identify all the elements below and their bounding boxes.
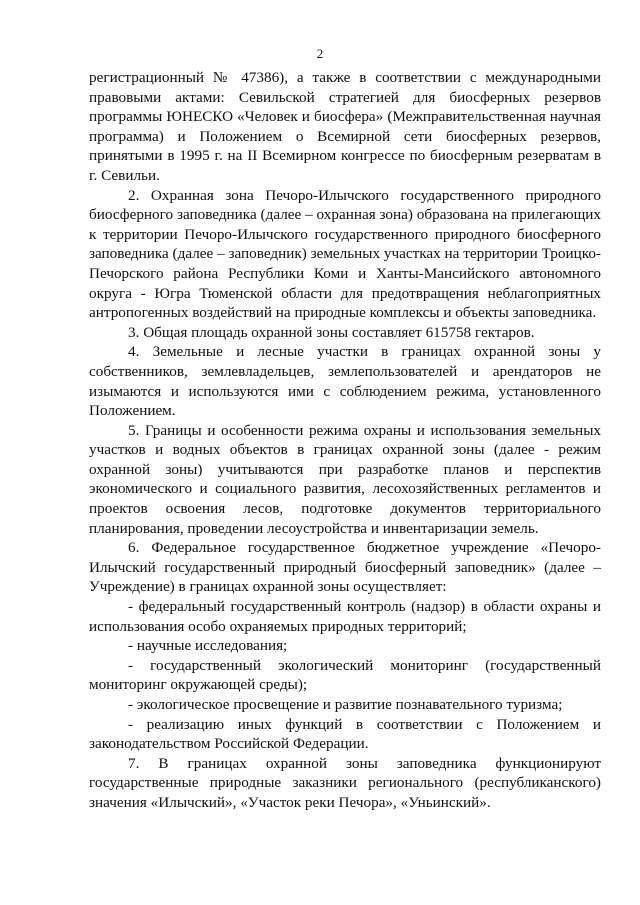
paragraph-3-total-area: 3. Общая площадь охранной зоны составляет 615758 гектаров. (128, 323, 535, 341)
paragraph-5-boundaries: 5. Границы и особенности режима охраны и использования земельных участков и водных объектов в границах охранной зоны (далее - режим охранной зоны) учитываются при разработке планов и перспектив экономического и социального развития, лесохозяйственных регламентов и проектов освоения лесов, подготовке документов территориального планирования, проведении лесоустройства и инвентаризации земель. (89, 421, 601, 537)
list-item-other-functions: - реализацию иных функций в соответствии с Положением и законодательством Российской Федерации. (89, 715, 601, 753)
list-item-education: - экологическое просвещение и развитие познавательного туризма; (128, 696, 563, 713)
page-number: 2 (316, 46, 324, 61)
list-item-research: - научные исследования; (128, 637, 288, 655)
paragraph-6-institution: 6. Федеральное государственное бюджетное учреждение «Печоро-Илычский государственный природный биосферный заповедник» (далее – Учреждение) в границах охранной зоны осуществляет: (89, 539, 601, 596)
paragraph-2-buffer-zone: 2. Охранная зона Печоро-Илычского государственного природного биосферного заповедника (далее – охранная зона) образована на прилегающих к территории Печоро-Илычского государственного природного биосферного заповедника (далее – заповедник) земельных участках на территории Троицко-Печорского района Республики Коми и Ханты-Мансийского автономного округа - Югра Тюменской области для предотвращения неблагоприятных антропогенных воздействий на природные комплексы и объекты заповедника. (89, 186, 601, 322)
paragraph-4-land-plots: 4. Земельные и лесные участки в границах охранной зоны у собственников, землевладельцев, землепользователей и арендаторов не изымаются и используются ими с соблюдением режима, установленного Положением. (89, 343, 601, 420)
paragraph-7-reserves: 7. В границах охранной зоны заповедника функционируют государственные природные заказники регионального (республиканского) значения «Илычский», «Участок реки Печора», «Уньинский». (89, 754, 601, 811)
document-body (89, 68, 601, 813)
list-item-monitoring: - государственный экологический мониторинг (государственный мониторинг окружающей среды); (89, 656, 601, 694)
list-item-state-control: - федеральный государственный контроль (надзор) в области охраны и использования особо охраняемых природных территорий; (89, 598, 601, 635)
paragraph-continuation: регистрационный № 47386), а также в соответствии с международными правовыми актами: Севильской стратегией для биосферных резервов программы ЮНЕСКО «Человек и биосфера» (Межправительственная научная программа) и Положением о Всемирной сети биосферных резервов, принятыми в 1995 г. на II Всемирном конгрессе по биосферным резерватам в г. Севильи. (89, 69, 601, 184)
